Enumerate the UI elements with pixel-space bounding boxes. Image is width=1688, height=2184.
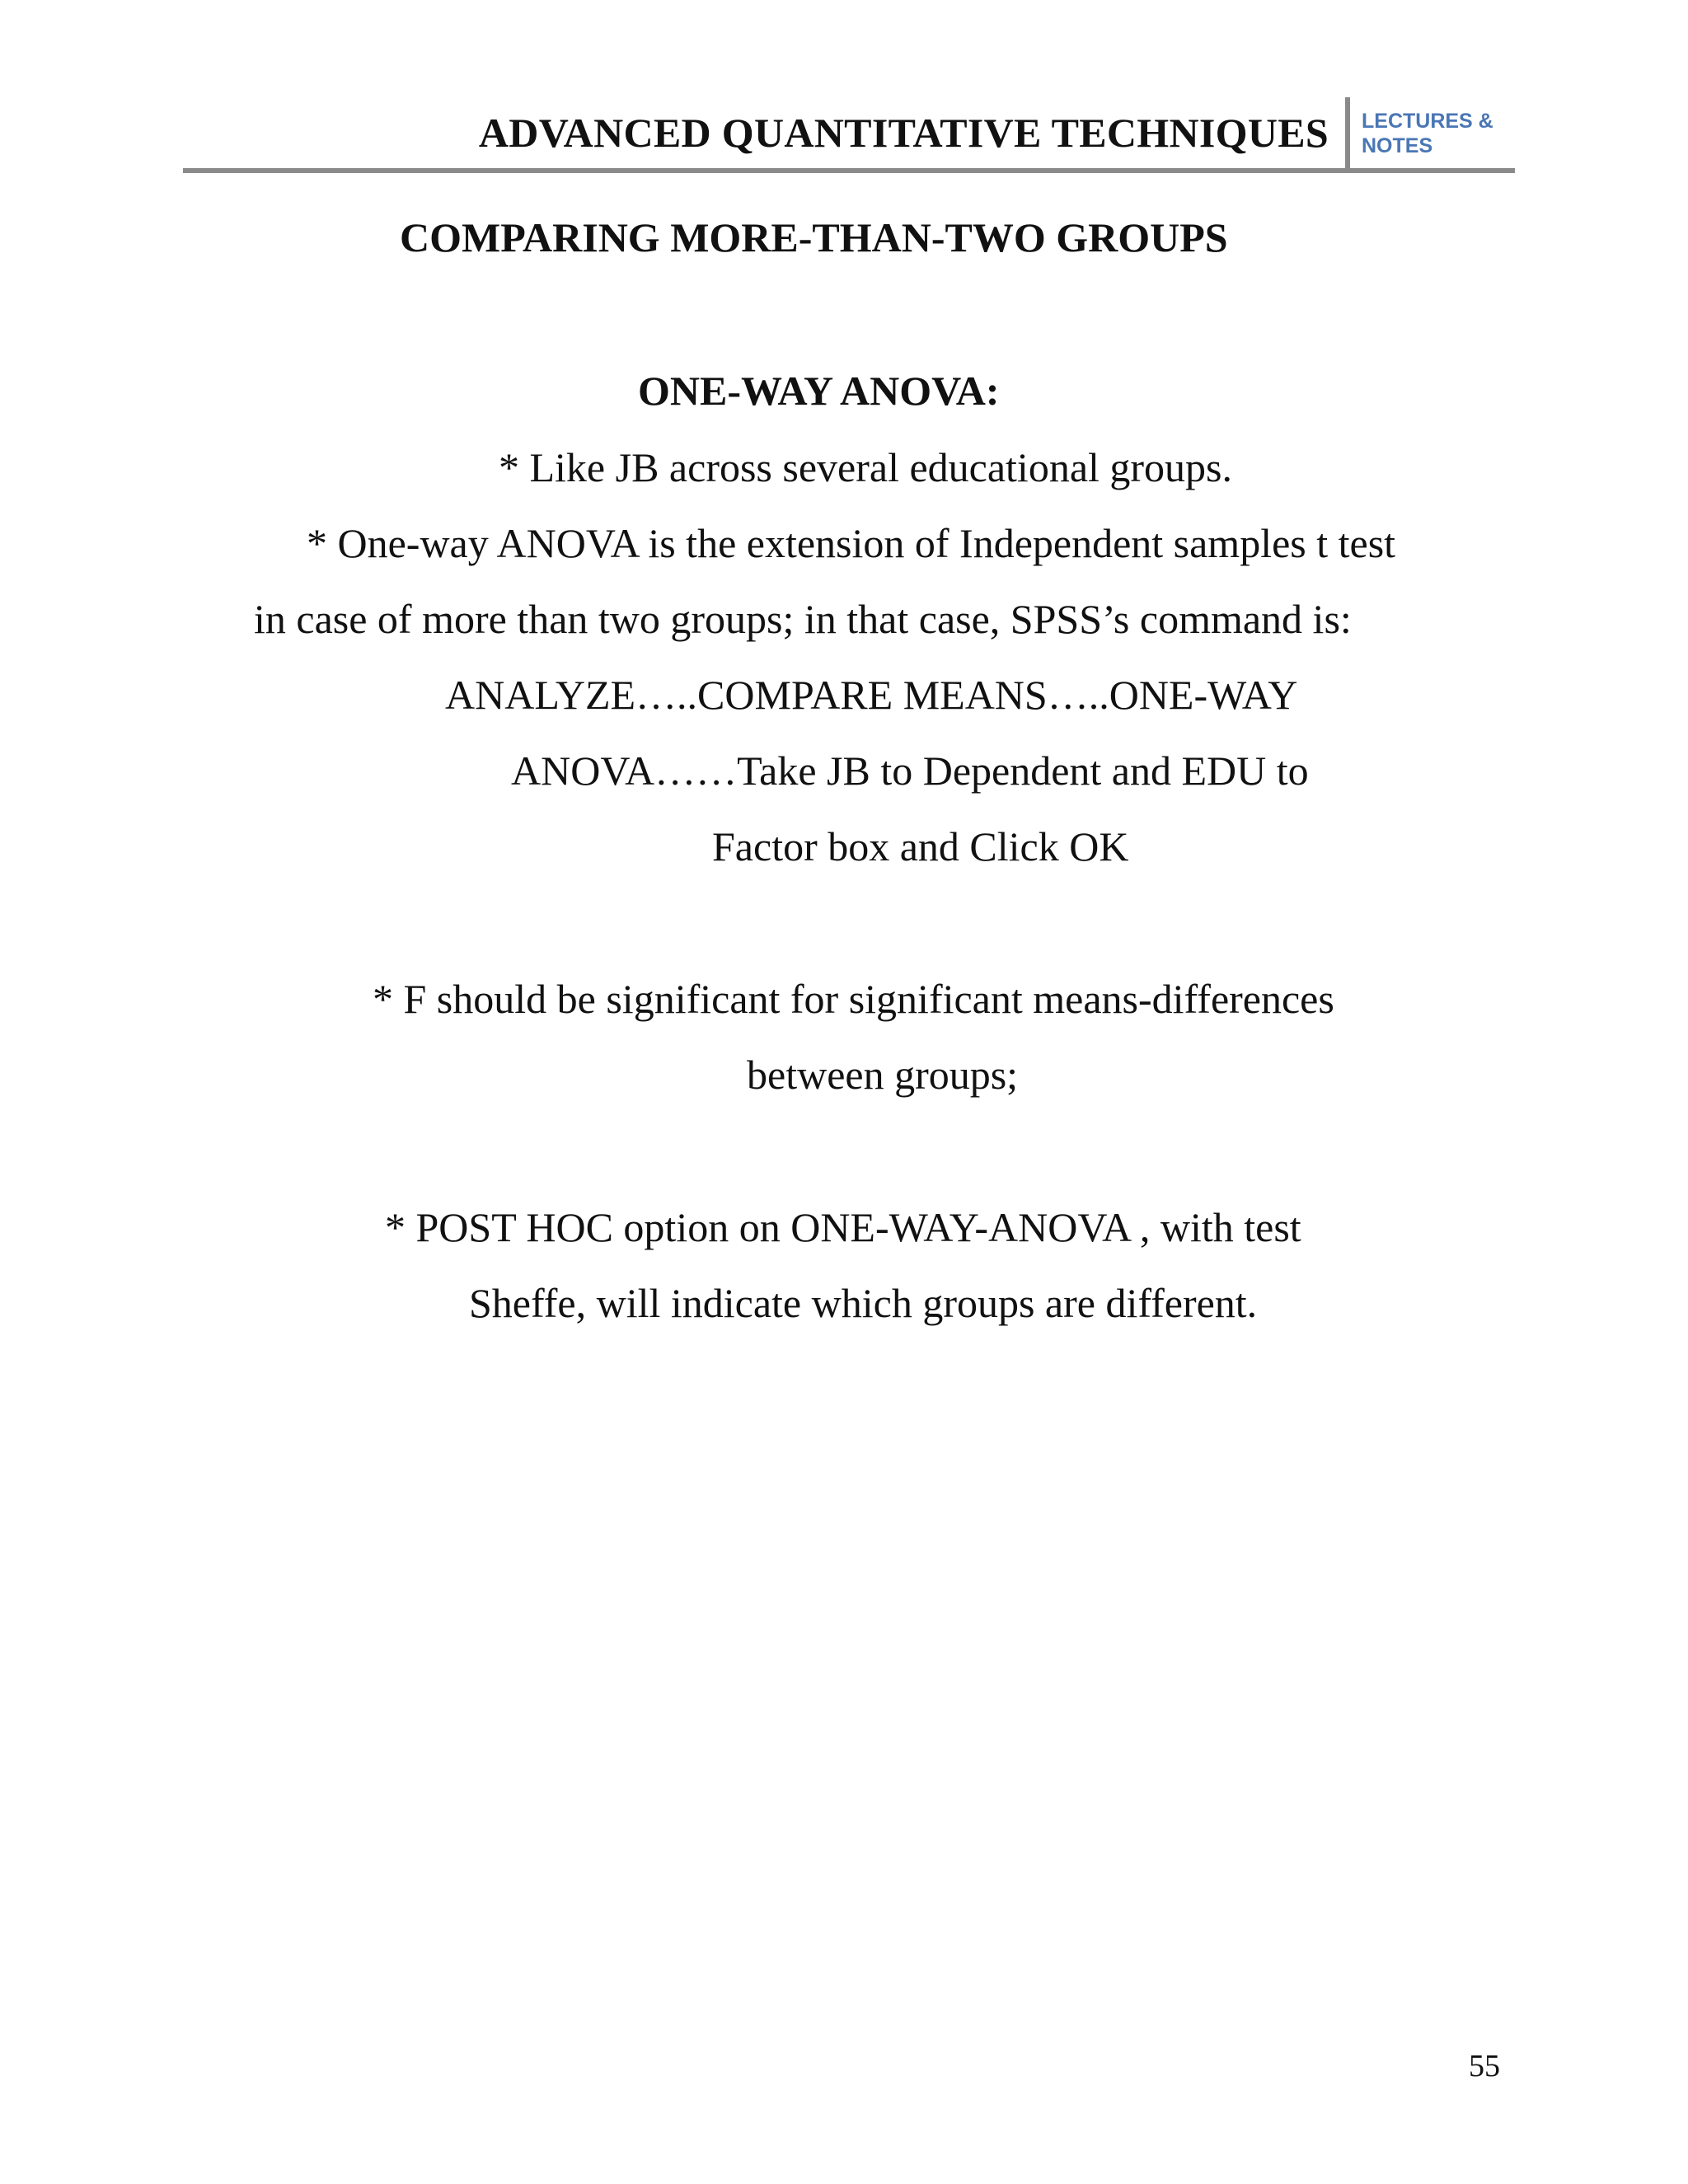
body-line-2: * One-way ANOVA is the extension of Independent samples t test — [307, 520, 1396, 566]
running-header — [183, 97, 1515, 171]
page-number: 55 — [1469, 2049, 1500, 2083]
header-tag-line1: LECTURES & — [1362, 110, 1493, 133]
header-separator — [1345, 97, 1350, 170]
section-heading: COMPARING MORE-THAN-TWO GROUPS — [400, 214, 1228, 260]
header-tag — [1362, 109, 1493, 158]
body-line-10: Sheffe, will indicate which groups are different. — [469, 1280, 1258, 1326]
section-subheading: ONE-WAY ANOVA: — [638, 368, 1000, 414]
body-line-5: ANOVA……Take JB to Dependent and EDU to — [511, 748, 1309, 794]
body-line-3: in case of more than two groups; in that case, SPSS’s command is: — [254, 596, 1352, 642]
header-title: ADVANCED QUANTITATIVE TECHNIQUES — [478, 110, 1329, 156]
header-rule — [183, 168, 1515, 173]
body-line-7: * F should be significant for significant means-differences — [373, 976, 1334, 1022]
body-line-9: * POST HOC option on ONE-WAY-ANOVA , with test — [385, 1204, 1301, 1250]
header-tag-line2: NOTES — [1362, 134, 1433, 157]
body-line-1: * Like JB across several educational groups. — [499, 444, 1233, 490]
body-line-8: between groups; — [747, 1052, 1019, 1098]
body-line-4: ANALYZE…..COMPARE MEANS…..ONE-WAY — [445, 672, 1298, 718]
body-line-6: Factor box and Click OK — [712, 823, 1129, 869]
